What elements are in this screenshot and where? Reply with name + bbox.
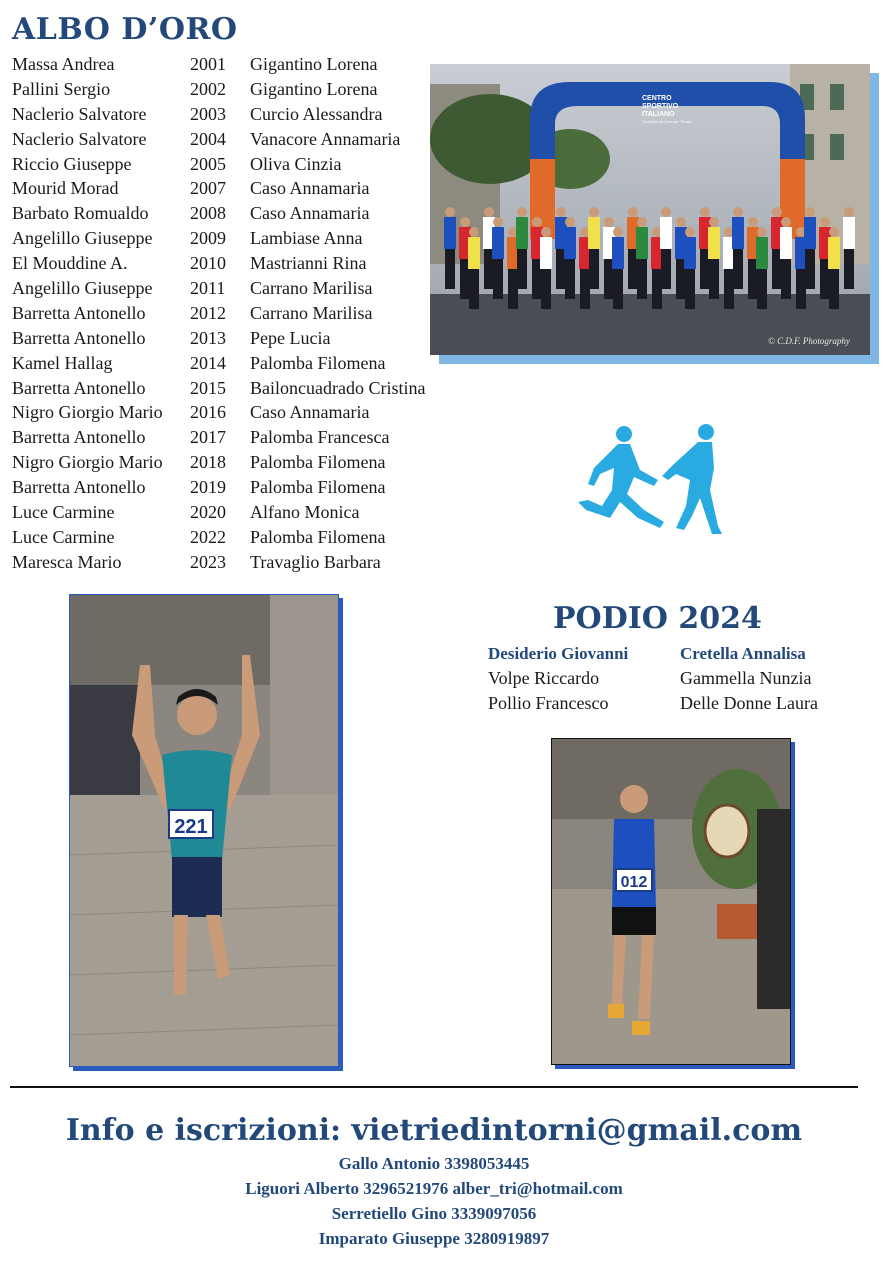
albo-year: 2015: [190, 377, 226, 398]
male-bib-number: 221: [174, 816, 208, 838]
albo-row: [12, 425, 470, 450]
male-runner-illustration: [70, 595, 338, 1066]
albo-men-winner: Barretta Antonello: [12, 302, 146, 323]
albo-year: 2019: [190, 477, 226, 498]
albo-men-winner: Angelillo Giuseppe: [12, 228, 153, 249]
albo-men-winner: Naclerio Salvatore: [12, 103, 147, 124]
podio-women-name: Gammella Nunzia: [680, 668, 812, 688]
albo-year: 2016: [190, 402, 226, 423]
podio-women-name: Cretella Annalisa: [680, 644, 806, 663]
banner-sub: Comitato di Cava de' Tirreni: [642, 119, 692, 124]
albo-women-winner: Gigantino Lorena: [250, 78, 378, 99]
albo-men-winner: Luce Carmine: [12, 526, 115, 547]
male-winner-photo: [69, 594, 339, 1067]
albo-row: [12, 127, 470, 152]
female-winner-photo: [551, 738, 791, 1065]
albo-women-winner: Caso Annamaria: [250, 178, 370, 199]
albo-women-winner: Carrano Marilisa: [250, 302, 373, 323]
divider-line: [10, 1086, 858, 1088]
podio-title: PODIO 2024: [553, 601, 762, 636]
albo-row: [12, 102, 470, 127]
albo-doro-title: ALBO D’ORO: [12, 12, 238, 47]
albo-men-winner: Barbato Romualdo: [12, 203, 149, 224]
albo-men-winner: Mourid Morad: [12, 178, 119, 199]
albo-women-winner: Palomba Filomena: [250, 477, 386, 498]
albo-row: [12, 550, 470, 575]
albo-men-winner: Barretta Antonello: [12, 327, 146, 348]
albo-men-winner: Riccio Giuseppe: [12, 153, 132, 174]
info-heading: Info e iscrizioni: vietriedintorni@gmail.com: [65, 1113, 803, 1148]
female-bib-number: 012: [620, 874, 648, 891]
albo-women-winner: Travaglio Barbara: [250, 551, 381, 572]
albo-year: 2007: [190, 178, 226, 199]
albo-women-winner: Palomba Filomena: [250, 452, 386, 473]
albo-men-winner: Nigro Giorgio Mario: [12, 402, 163, 423]
albo-row: [12, 500, 470, 525]
albo-men-winner: Luce Carmine: [12, 502, 115, 523]
albo-year: 2008: [190, 203, 226, 224]
podio-men-name: Volpe Riccardo: [488, 668, 600, 688]
albo-women-winner: Caso Annamaria: [250, 402, 370, 423]
banner-line3: ITALIANO: [642, 111, 675, 118]
group-photo-illustration: [430, 64, 870, 355]
albo-row: [12, 400, 470, 425]
albo-row: [12, 77, 470, 102]
albo-row: [12, 52, 470, 77]
albo-year: 2010: [190, 253, 226, 274]
albo-women-winner: Curcio Alessandra: [250, 103, 383, 124]
contact-line-1: Gallo Antonio 3398053445: [338, 1154, 530, 1173]
albo-year: 2002: [190, 78, 226, 99]
albo-men-winner: Kamel Hallag: [12, 352, 113, 373]
albo-row: [12, 376, 470, 401]
banner-line1: CENTRO: [642, 95, 672, 102]
banner-line2: SPORTIVO: [642, 103, 679, 110]
albo-women-winner: Oliva Cinzia: [250, 153, 342, 174]
albo-women-winner: Carrano Marilisa: [250, 278, 373, 299]
photo-credit: © C.D.F. Photography: [768, 336, 850, 346]
albo-row: [12, 176, 470, 201]
contact-line-4: Imparato Giuseppe 3280919897: [318, 1229, 550, 1248]
albo-row: [12, 450, 470, 475]
albo-women-winner: Palomba Francesca: [250, 427, 390, 448]
albo-row: [12, 301, 470, 326]
albo-year: 2022: [190, 526, 226, 547]
albo-women-winner: Palomba Filomena: [250, 352, 386, 373]
albo-women-winner: Mastrianni Rina: [250, 253, 367, 274]
podio-women-name: Delle Donne Laura: [680, 693, 818, 713]
albo-row: [12, 276, 470, 301]
albo-year: 2003: [190, 103, 226, 124]
albo-year: 2004: [190, 128, 226, 149]
albo-row: [12, 475, 470, 500]
albo-row: [12, 326, 470, 351]
relay-runners-icon: [572, 422, 722, 552]
albo-row: [12, 152, 470, 177]
contact-line-3: Serretiello Gino 3339097056: [331, 1204, 537, 1223]
albo-women-winner: Bailoncuadrado Cristina: [250, 377, 426, 398]
albo-row: [12, 525, 470, 550]
albo-men-winner: Barretta Antonello: [12, 377, 146, 398]
albo-row: [12, 251, 470, 276]
albo-year: 2009: [190, 228, 226, 249]
albo-women-winner: Lambiase Anna: [250, 228, 363, 249]
albo-women-winner: Vanacore Annamaria: [250, 128, 401, 149]
albo-men-winner: Barretta Antonello: [12, 477, 146, 498]
albo-men-winner: Angelillo Giuseppe: [12, 278, 153, 299]
albo-year: 2012: [190, 302, 226, 323]
albo-men-winner: Nigro Giorgio Mario: [12, 452, 163, 473]
albo-men-winner: Barretta Antonello: [12, 427, 146, 448]
albo-men-winner: El Mouddine A.: [12, 253, 128, 274]
albo-year: 2013: [190, 327, 226, 348]
albo-year: 2014: [190, 352, 226, 373]
albo-men-winner: Pallini Sergio: [12, 78, 111, 99]
albo-year: 2001: [190, 54, 226, 74]
albo-year: 2023: [190, 551, 226, 572]
contact-line-2: Liguori Alberto 3296521976 alber_tri@hotmail.com: [245, 1179, 623, 1198]
albo-year: 2017: [190, 427, 226, 448]
albo-year: 2005: [190, 153, 226, 174]
albo-year: 2011: [190, 278, 226, 299]
albo-row: [12, 351, 470, 376]
albo-women-winner: Caso Annamaria: [250, 203, 370, 224]
albo-men-winner: Naclerio Salvatore: [12, 128, 147, 149]
albo-men-winner: Massa Andrea: [12, 54, 115, 74]
albo-women-winner: Pepe Lucia: [250, 327, 331, 348]
female-runner-illustration: [552, 739, 790, 1064]
albo-doro-table: [12, 52, 470, 575]
group-photo: [430, 64, 870, 355]
albo-row: [12, 226, 470, 251]
albo-women-winner: Gigantino Lorena: [250, 54, 378, 74]
podio-men-name: Pollio Francesco: [488, 693, 609, 713]
albo-men-winner: Maresca Mario: [12, 551, 122, 572]
albo-year: 2018: [190, 452, 226, 473]
albo-row: [12, 201, 470, 226]
albo-women-winner: Alfano Monica: [250, 502, 360, 523]
albo-year: 2020: [190, 502, 226, 523]
podio-men-name: Desiderio Giovanni: [488, 644, 629, 663]
albo-women-winner: Palomba Filomena: [250, 526, 386, 547]
